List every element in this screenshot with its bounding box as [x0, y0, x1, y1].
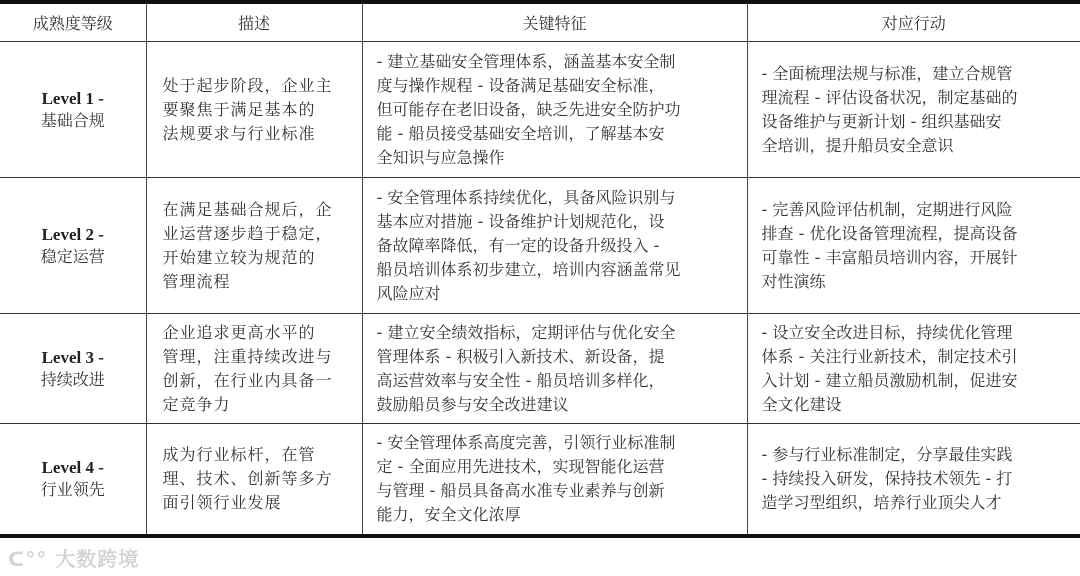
level-cn: 行业领先 — [40, 480, 105, 499]
table-row — [0, 42, 1080, 178]
features-cell: - 建立安全绩效指标，定期评估与优化安全 管理体系 - 积极引入新技术、新设备，提 高运营效率与安全性 - 船员培训多样化， 鼓励船员参与安全改进建议 — [362, 314, 747, 424]
description-cell: 企业追求更高水平的 管理，注重持续改进与 创新，在行业内具备一 定竞争力 — [146, 314, 362, 424]
header-features: 关键特征 — [362, 2, 747, 42]
level-cn: 持续改进 — [40, 369, 105, 389]
watermark — [8, 543, 139, 572]
table-row — [0, 178, 1080, 314]
level-cell — [0, 42, 146, 178]
header-actions: 对应行动 — [747, 2, 1080, 42]
level-en: Level 1 - — [41, 88, 104, 108]
watermark-logo-icon: ᑕ°° — [8, 547, 48, 571]
description-cell: 成为行业标杆，在管 理、技术、创新等多方 面引领行业发展 — [146, 424, 362, 537]
level-cell — [0, 314, 146, 424]
level-en: Level 2 - — [41, 224, 104, 244]
description-cell: 处于起步阶段，企业主 要聚焦于满足基本的 法规要求与行业标准 — [146, 42, 362, 178]
level-cell — [0, 178, 146, 314]
description-cell: 在满足基础合规后，企 业运营逐步趋于稳定， 开始建立较为规范的 管理流程 — [146, 178, 362, 314]
actions-cell: - 完善风险评估机制，定期进行风险 排查 - 优化设备管理流程，提高设备 可靠性 - 丰富船员培训内容，开展针 对性演练 — [747, 178, 1080, 314]
features-cell: - 安全管理体系持续优化，具备风险识别与 基本应对措施 - 设备维护计划规范化，设 备故障率降低，有一定的设备升级投入 - 船员培训体系初步建立，培训内容涵盖常见 风险应对 — [362, 178, 747, 314]
table-row — [0, 424, 1080, 537]
level-en: Level 3 - — [41, 347, 104, 367]
actions-cell: - 参与行业标准制定，分享最佳实践 - 持续投入研发，保持技术领先 - 打 造学习型组织，培养行业顶尖人才 — [747, 424, 1080, 537]
level-cell — [0, 424, 146, 537]
actions-cell: - 全面梳理法规与标准，建立合规管 理流程 - 评估设备状况，制定基础的 设备维护与更新计划 - 组织基础安 全培训，提升船员安全意识 — [747, 42, 1080, 178]
watermark-text: 大数跨境 — [55, 547, 140, 571]
header-description: 描述 — [146, 2, 362, 42]
table-row — [0, 314, 1080, 424]
level-cn: 稳定运营 — [40, 246, 105, 266]
features-cell: - 安全管理体系高度完善，引领行业标准制 定 - 全面应用先进技术，实现智能化运营 与管理 - 船员具备高水准专业素养与创新 能力，安全文化浓厚 — [362, 424, 747, 537]
level-cn: 基础合规 — [40, 110, 105, 130]
actions-cell: - 设立安全改进目标，持续优化管理 体系 - 关注行业新技术，制定技术引 入计划 - 建立船员激励机制，促进安 全文化建设 — [747, 314, 1080, 424]
level-en: Level 4 - — [41, 458, 104, 477]
header-row — [0, 2, 1080, 42]
header-level: 成熟度等级 — [0, 2, 146, 42]
features-cell: - 建立基础安全管理体系，涵盖基本安全制 度与操作规程 - 设备满足基础安全标准， 但可能存在老旧设备，缺乏先进安全防护功 能 - 船员接受基础安全培训，了解基本安 全知识与应急操作 — [362, 42, 747, 178]
